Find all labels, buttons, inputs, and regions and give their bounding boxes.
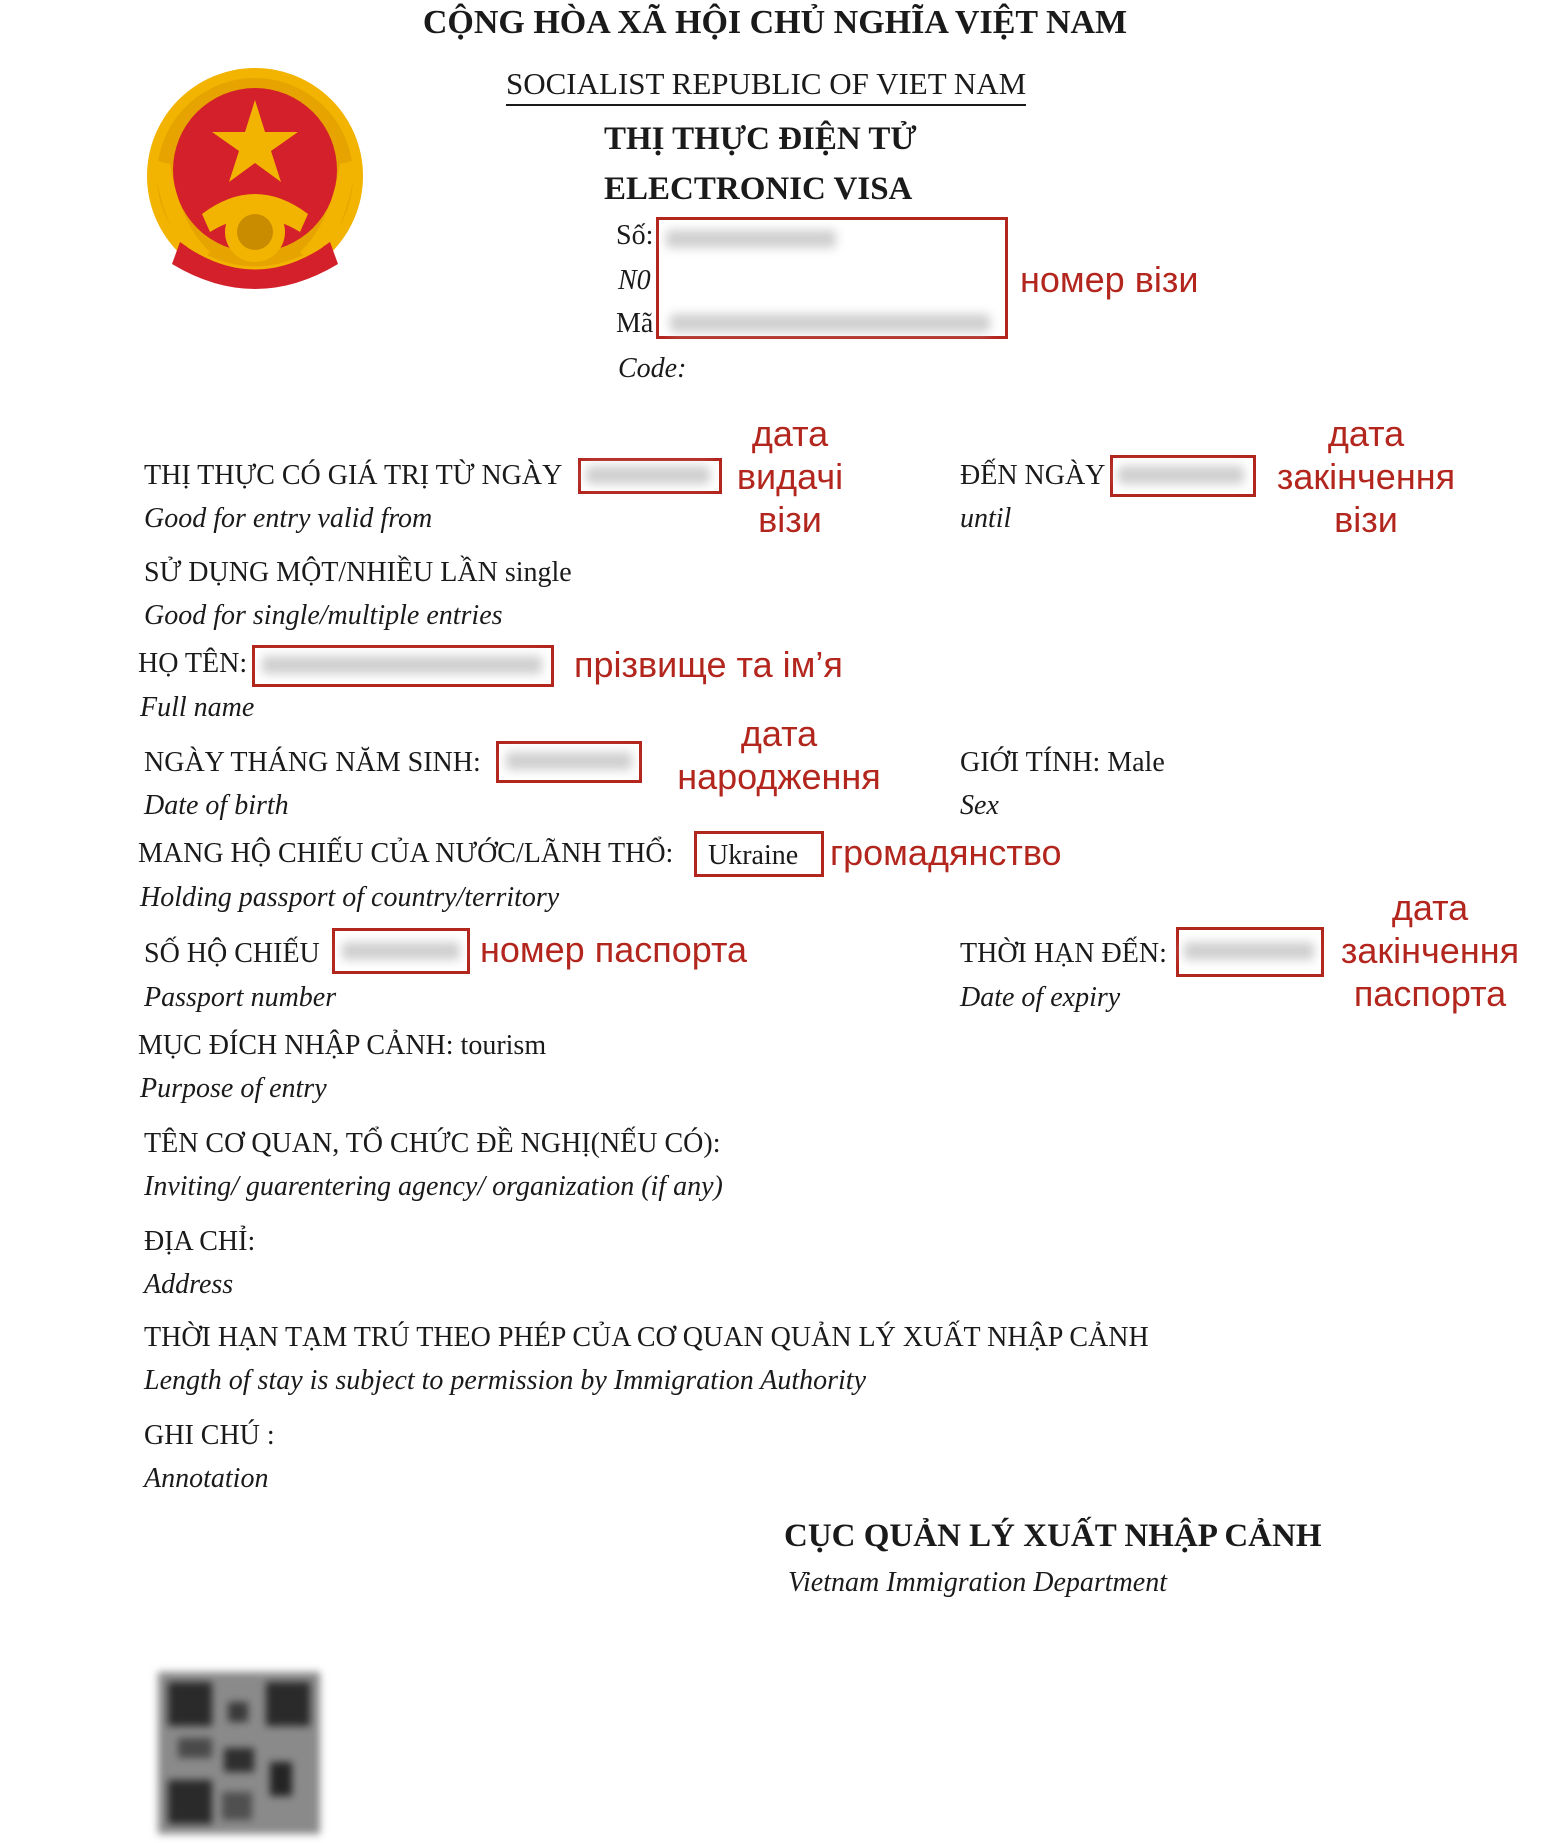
annotation-field-sub: Annotation bbox=[144, 1463, 269, 1494]
sex-sub: Sex bbox=[960, 790, 999, 821]
full-name-redacted bbox=[262, 656, 542, 674]
purpose-label: MỤC ĐÍCH NHẬP CẢNH: tourism bbox=[138, 1030, 547, 1061]
full-name-sub: Full name bbox=[140, 692, 255, 723]
birth-annotation-line2: народження bbox=[677, 756, 881, 797]
passport-annotation: номер паспорта bbox=[480, 929, 748, 970]
ma-label: Mã bbox=[616, 308, 654, 339]
expiry-annotation bbox=[1330, 886, 1530, 1015]
so-label: Số: bbox=[616, 220, 654, 251]
address-label: ĐỊA CHỈ: bbox=[144, 1226, 256, 1257]
department-name-vi: CỤC QUẢN LÝ XUẤT NHẬP CẢNH bbox=[784, 1518, 1322, 1554]
valid-to-annotation-line3: візи bbox=[1334, 499, 1398, 540]
stay-label: THỜI HẠN TẠM TRÚ THEO PHÉP CỦA CƠ QUAN QUẢN LÝ XUẤT NHẬP CẢNH bbox=[144, 1322, 1149, 1353]
expiry-sub: Date of expiry bbox=[960, 982, 1121, 1013]
nationality-sub: Holding passport of country/territory bbox=[140, 882, 560, 913]
nationality-label: MANG HỘ CHIẾU CỦA NƯỚC/LÃNH THỔ: bbox=[138, 838, 674, 869]
national-emblem-icon bbox=[140, 64, 370, 300]
visa-code-redacted bbox=[670, 314, 990, 332]
expiry-annotation-line1: дата bbox=[1391, 887, 1469, 928]
expiry-redacted bbox=[1184, 942, 1314, 960]
nationality-annotation: громадянство bbox=[830, 832, 1062, 873]
full-name-label: HỌ TÊN: bbox=[138, 648, 248, 679]
valid-to-annotation-line1: дата bbox=[1327, 413, 1405, 454]
valid-to-annotation bbox=[1266, 412, 1466, 541]
nationality-value: Ukraine bbox=[708, 840, 799, 871]
birth-label: NGÀY THÁNG NĂM SINH: bbox=[144, 747, 481, 778]
passport-redacted bbox=[342, 942, 460, 960]
visa-title-vi: THỊ THỰC ĐIỆN TỬ bbox=[604, 121, 917, 157]
department-name-en: Vietnam Immigration Department bbox=[788, 1567, 1167, 1598]
visa-number-annotation: номер візи bbox=[1020, 259, 1199, 300]
country-name-en: SOCIALIST REPUBLIC OF VIET NAM bbox=[506, 66, 1026, 106]
birth-redacted bbox=[506, 752, 632, 770]
national-emblem bbox=[140, 64, 370, 300]
valid-to-redacted bbox=[1118, 466, 1244, 484]
expiry-label: THỜI HẠN ĐẾN: bbox=[960, 938, 1167, 969]
sex-label: GIỚI TÍNH: Male bbox=[960, 747, 1165, 778]
expiry-annotation-line3: паспорта bbox=[1353, 973, 1507, 1014]
valid-from-annotation-line3: візи bbox=[758, 499, 822, 540]
visa-number-redacted bbox=[666, 230, 836, 248]
birth-annotation-line1: дата bbox=[740, 713, 818, 754]
expiry-annotation-line2: закінчення bbox=[1340, 930, 1520, 971]
valid-from-annotation-line2: видачі bbox=[736, 456, 844, 497]
annotation-field-label: GHI CHÚ : bbox=[144, 1420, 275, 1451]
valid-from-redacted bbox=[586, 466, 710, 484]
valid-from-sub: Good for entry valid from bbox=[144, 503, 433, 534]
birth-annotation bbox=[668, 712, 890, 798]
agency-label: TÊN CƠ QUAN, TỔ CHỨC ĐỀ NGHỊ(NẾU CÓ): bbox=[144, 1128, 721, 1159]
birth-sub: Date of birth bbox=[144, 790, 289, 821]
entries-label: SỬ DỤNG MỘT/NHIỀU LẦN single bbox=[144, 557, 572, 588]
full-name-annotation: прізвище та ім’я bbox=[574, 644, 843, 685]
visa-title-en: ELECTRONIC VISA bbox=[604, 171, 913, 207]
agency-sub: Inviting/ guarentering agency/ organization (if any) bbox=[144, 1171, 723, 1202]
valid-from-annotation bbox=[730, 412, 850, 541]
valid-to-sub: until bbox=[960, 503, 1012, 534]
stay-sub: Length of stay is subject to permission by Immigration Authority bbox=[144, 1365, 867, 1396]
valid-from-annotation-line1: дата bbox=[751, 413, 829, 454]
passport-sub: Passport number bbox=[144, 982, 337, 1013]
qr-code-icon bbox=[158, 1672, 320, 1834]
entries-sub: Good for single/multiple entries bbox=[144, 600, 503, 631]
valid-to-label: ĐẾN NGÀY bbox=[960, 460, 1106, 491]
qr-code-redacted bbox=[158, 1672, 320, 1834]
valid-to-annotation-line2: закінчення bbox=[1276, 456, 1456, 497]
address-sub: Address bbox=[144, 1269, 234, 1300]
purpose-sub: Purpose of entry bbox=[140, 1073, 327, 1104]
no-label: N0 bbox=[618, 265, 651, 296]
code-label: Code: bbox=[618, 353, 687, 384]
passport-label: SỐ HỘ CHIẾU bbox=[144, 938, 320, 969]
valid-from-label: THỊ THỰC CÓ GIÁ TRỊ TỪ NGÀY bbox=[144, 460, 563, 491]
country-name-vi: CỘNG HÒA XÃ HỘI CHỦ NGHĨA VIỆT NAM bbox=[422, 4, 1128, 41]
